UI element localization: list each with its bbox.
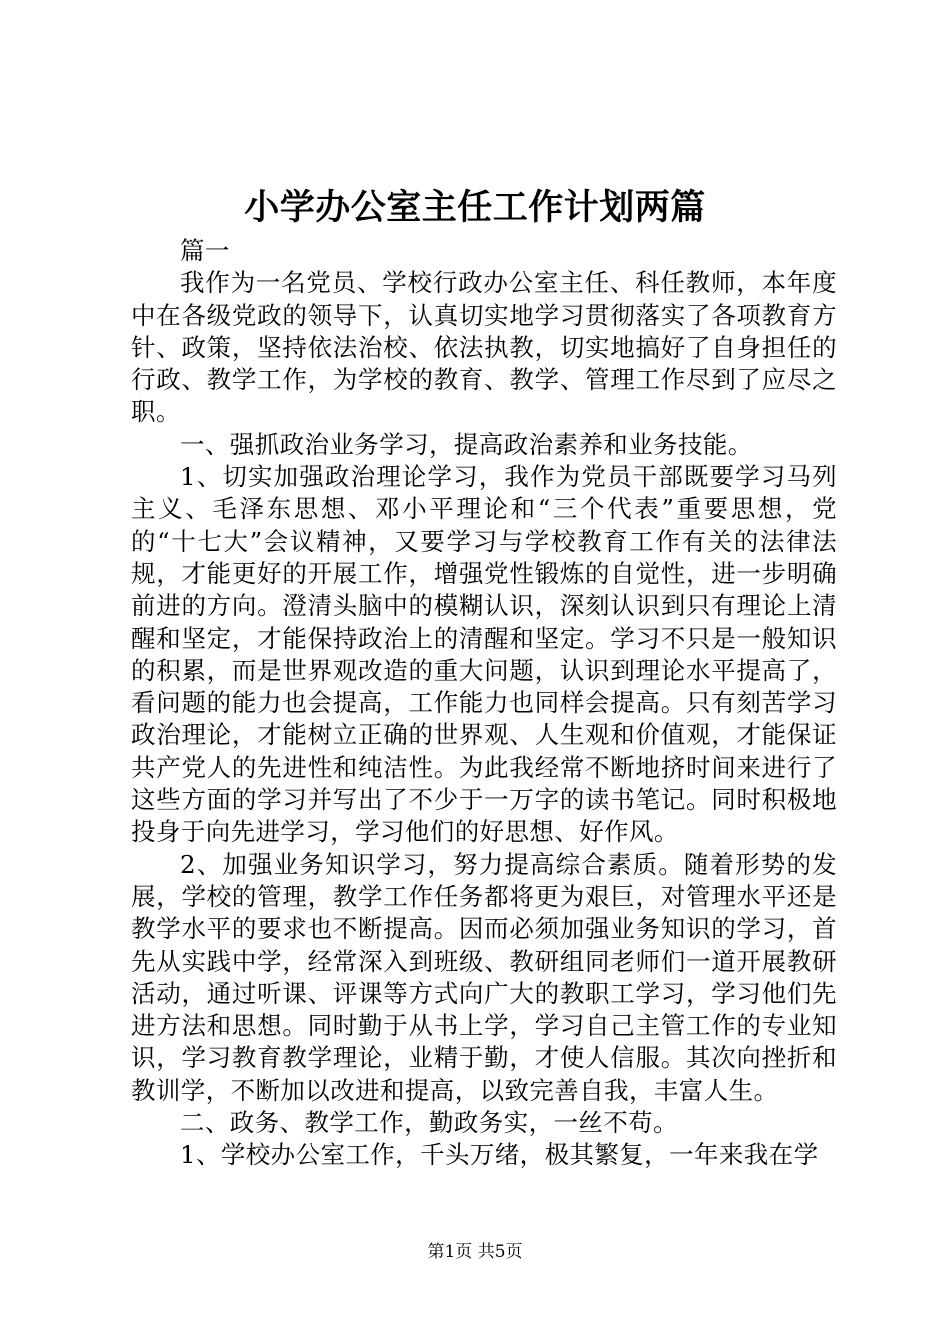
document-body — [131, 235, 837, 1172]
body-paragraph-1-2: 2、加强业务知识学习，努力提高综合素质。随着形势的发展，学校的管理，教学工作任务都将更为艰巨，对管理水平还是教学水平的要求也不断提高。因而必须加强业务知识的学习，首先从实践中学，经常深入到班级、教研组同老师们一道开展教研活动，通过听课、评课等方式向广大的教职工学习，学习他们先进方法和思想。同时勤于从书上学，学习自己主管工作的专业知识，学习教育教学理论，业精于勤，才使人信服。其次向挫折和教训学，不断加以改进和提高，以致完善自我，丰富人生。 — [131, 849, 837, 1105]
section-heading-part-one: 篇一 — [180, 236, 230, 265]
body-paragraph-1-1: 1、切实加强政治理论学习，我作为党员干部既要学习马列主义、毛泽东思想、邓小平理论和“三个代表”重要思想，党的“十七大”会议精神，又要学习与学校教育工作有关的法律法规，才能更好的开展工作，增强党性锻炼的自觉性，进一步明确前进的方向。澄清头脑中的模糊认识，深刻认识到只有理论上清醒和坚定，才能保持政治上的清醒和坚定。学习不只是一般知识的积累，而是世界观改造的重大问题，认识到理论水平提高了，看问题的能力也会提高，工作能力也同样会提高。只有刻苦学习政治理论，才能树立正确的世界观、人生观和价值观，才能保证共产党人的先进性和纯洁性。为此我经常不断地挤时间来进行了这些方面的学习并写出了不少于一万字的读书笔记。同时积极地投身于向先进学习，学习他们的好思想、好作风。 — [131, 462, 837, 847]
body-paragraph-2-1: 1、学校办公室工作，千头万绪，极其繁复，一年来我在学 — [180, 1140, 819, 1170]
document-title: 小学办公室主任工作计划两篇 — [244, 187, 706, 228]
intro-paragraph: 我作为一名党员、学校行政办公室主任、科任教师，本年度中在各级党政的领导下，认真切实地学习贯彻落实了各项教育方针、政策，坚持依法治校、依法执教，切实地搞好了自身担任的行政、教学工作，为学校的教育、教学、管理工作尽到了应尽之职。 — [131, 268, 837, 427]
section-heading-1: 一、强抓政治业务学习，提高政治素养和业务技能。 — [180, 429, 753, 459]
page-number-footer: 第1页 共5页 — [427, 1242, 523, 1262]
section-heading-2: 二、政务、教学工作，勤政务实，一丝不苟。 — [180, 1108, 678, 1138]
